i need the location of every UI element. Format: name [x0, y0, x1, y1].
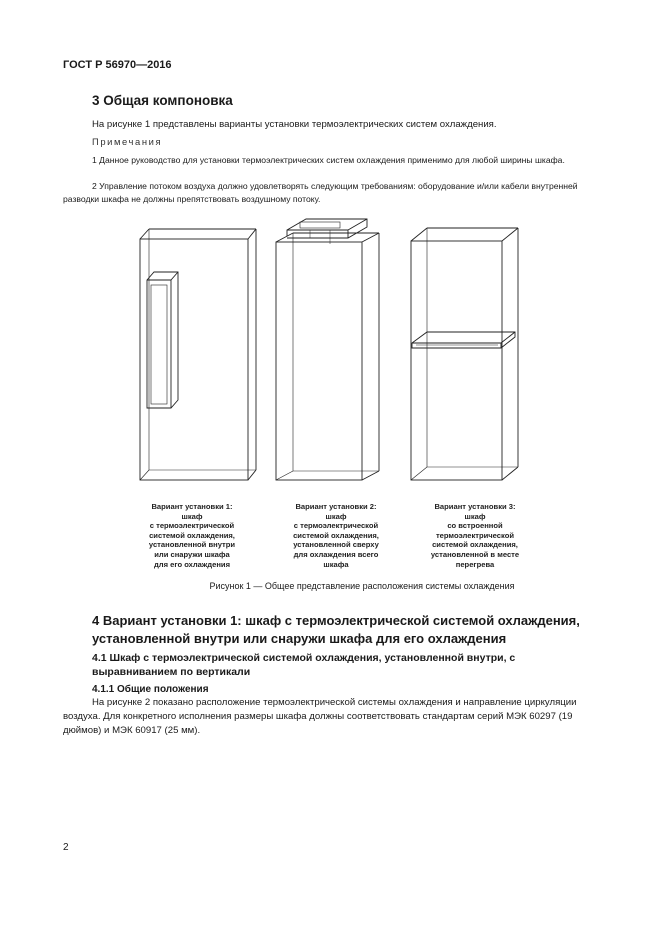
caption-line: со встроенной [447, 521, 503, 531]
caption-line: установленной в месте [430, 549, 520, 559]
document-header: ГОСТ Р 56970—2016 [63, 59, 172, 71]
section-3-heading: 3 Общая компоновка [92, 93, 233, 108]
page-number: 2 [63, 842, 69, 853]
caption-line: системой охлаждения, [432, 540, 518, 550]
cabinet-1 [140, 229, 256, 480]
subsection-4-1-1-heading: 4.1.1 Общие положения [92, 684, 209, 695]
caption-line: с термоэлектрической [293, 521, 379, 531]
caption-line: шкаф [181, 511, 203, 521]
note-2: 2 Управление потоком воздуха должно удовлетворять следующим требованиям: оборудование и/или кабели внутренней разводки шкафа не должны препятствовать воздушному потоку. [63, 181, 578, 204]
caption-line: перегрева [455, 559, 495, 569]
figure-1-caption: Рисунок 1 — Общее представление расположения системы охлаждения [209, 581, 515, 591]
variant-3-caption [403, 502, 547, 569]
cabinet-2 [276, 219, 379, 480]
notes-title: Примечания [92, 136, 163, 147]
caption-line: системой охлаждения, [293, 530, 379, 540]
variant-2-caption [264, 502, 408, 569]
caption-line: установленной внутри [148, 540, 236, 550]
caption-line: Вариант установки 1: [151, 502, 233, 511]
caption-line: шкафа [323, 559, 349, 569]
section-3-intro: На рисунке 1 представлены варианты установки термоэлектрических систем охлаждения. [92, 119, 497, 130]
subsection-4-1-heading: 4.1 Шкаф с термоэлектрической системой охлаждения, установленной внутри, с выравниванием по вертикали [92, 652, 516, 678]
caption-line: установленной сверху [293, 540, 379, 550]
cabinet-3 [411, 228, 518, 480]
subsection-4-1-1-body: На рисунке 2 показано расположение термоэлектрической системы охлаждения и направление циркуляции воздуха. Для конкретного исполнения размеры шкафа должны соответствовать стандартам серий МЭК 60297 (19 дюймов) и МЭК 60917 (25 мм). [63, 697, 577, 736]
caption-line: для охлаждения всего [293, 549, 379, 559]
caption-line: или снаружи шкафа [154, 549, 230, 559]
caption-line: Вариант установки 2: [295, 502, 377, 511]
caption-line: с термоэлектрической [149, 521, 235, 531]
caption-line: шкаф [464, 511, 486, 521]
caption-line: термоэлектрической [435, 530, 515, 540]
caption-line: Вариант установки 3: [434, 502, 516, 511]
caption-line: системой охлаждения, [149, 530, 235, 540]
section-4-heading: 4 Вариант установки 1: шкаф с термоэлектрической системой охлаждения, установленной внутри или снаружи шкафа для его охлаждения [92, 613, 580, 646]
note-1: 1 Данное руководство для установки термоэлектрических систем охлаждения применимо для любой ширины шкафа. [92, 155, 565, 165]
caption-line: для его охлаждения [153, 559, 231, 569]
caption-line: шкаф [325, 511, 347, 521]
variant-1-caption [120, 502, 264, 569]
